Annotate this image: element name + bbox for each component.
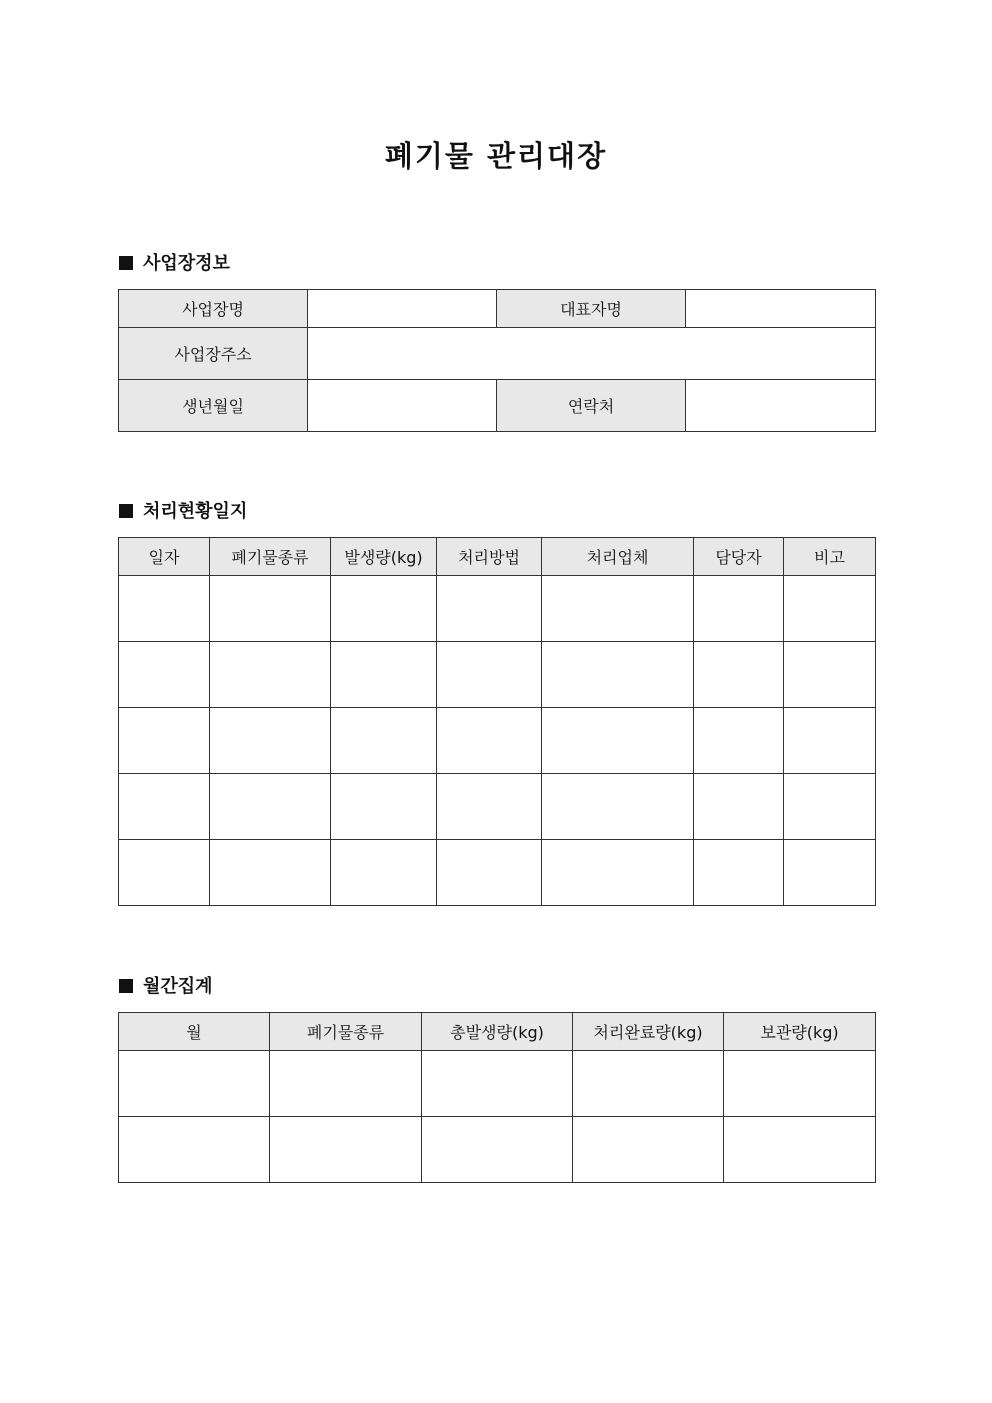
page-title: 폐기물 관리대장 bbox=[384, 139, 608, 173]
address-label: 사업장주소 bbox=[119, 328, 308, 380]
table-row bbox=[119, 1117, 876, 1183]
table-cell[interactable] bbox=[119, 1117, 270, 1183]
representative-label: 대표자명 bbox=[497, 290, 686, 328]
table-cell[interactable] bbox=[119, 708, 210, 774]
monthly-summary-header-row bbox=[119, 1013, 876, 1051]
business-info-row bbox=[119, 380, 876, 432]
table-cell[interactable] bbox=[270, 1117, 422, 1183]
business-info-heading bbox=[119, 252, 230, 276]
processing-log-header-row bbox=[119, 538, 876, 576]
column-header-total-amount: 총발생량(kg) bbox=[422, 1013, 573, 1051]
column-header-waste-type: 폐기물종류 bbox=[210, 538, 331, 576]
table-cell[interactable] bbox=[573, 1117, 724, 1183]
table-cell[interactable] bbox=[437, 840, 542, 906]
table-cell[interactable] bbox=[724, 1051, 876, 1117]
column-header-company: 처리업체 bbox=[542, 538, 694, 576]
table-cell[interactable] bbox=[331, 642, 437, 708]
table-cell[interactable] bbox=[694, 774, 784, 840]
birth-date-field[interactable] bbox=[308, 380, 497, 432]
monthly-summary-table bbox=[118, 1012, 876, 1183]
table-cell[interactable] bbox=[331, 774, 437, 840]
table-cell[interactable] bbox=[542, 642, 694, 708]
column-header-waste-type: 폐기물종류 bbox=[270, 1013, 422, 1051]
table-cell[interactable] bbox=[437, 576, 542, 642]
table-cell[interactable] bbox=[119, 840, 210, 906]
column-header-manager: 담당자 bbox=[694, 538, 784, 576]
contact-label: 연락처 bbox=[497, 380, 686, 432]
table-cell[interactable] bbox=[270, 1051, 422, 1117]
table-cell[interactable] bbox=[784, 642, 876, 708]
business-info-heading-text: 사업장정보 bbox=[143, 253, 230, 274]
square-bullet-icon bbox=[119, 979, 133, 993]
table-cell[interactable] bbox=[542, 840, 694, 906]
column-header-date: 일자 bbox=[119, 538, 210, 576]
table-cell[interactable] bbox=[784, 708, 876, 774]
processing-log-table bbox=[118, 537, 876, 906]
table-cell[interactable] bbox=[119, 1051, 270, 1117]
table-row bbox=[119, 642, 876, 708]
representative-field[interactable] bbox=[686, 290, 876, 328]
monthly-summary-heading-text: 월간집계 bbox=[143, 976, 213, 997]
column-header-processed-amount: 처리완료량(kg) bbox=[573, 1013, 724, 1051]
table-cell[interactable] bbox=[694, 576, 784, 642]
column-header-method: 처리방법 bbox=[437, 538, 542, 576]
table-cell[interactable] bbox=[119, 642, 210, 708]
table-row bbox=[119, 774, 876, 840]
processing-log-heading bbox=[119, 500, 247, 524]
table-cell[interactable] bbox=[694, 708, 784, 774]
column-header-month: 월 bbox=[119, 1013, 270, 1051]
table-cell[interactable] bbox=[210, 576, 331, 642]
square-bullet-icon bbox=[119, 504, 133, 518]
table-cell[interactable] bbox=[573, 1051, 724, 1117]
table-cell[interactable] bbox=[437, 642, 542, 708]
table-cell[interactable] bbox=[210, 708, 331, 774]
contact-field[interactable] bbox=[686, 380, 876, 432]
table-cell[interactable] bbox=[694, 840, 784, 906]
business-info-row bbox=[119, 290, 876, 328]
table-cell[interactable] bbox=[542, 774, 694, 840]
table-cell[interactable] bbox=[784, 840, 876, 906]
table-cell[interactable] bbox=[210, 642, 331, 708]
square-bullet-icon bbox=[119, 256, 133, 270]
table-row bbox=[119, 708, 876, 774]
processing-log-heading-text: 처리현황일지 bbox=[143, 501, 248, 522]
table-row bbox=[119, 576, 876, 642]
table-cell[interactable] bbox=[784, 576, 876, 642]
table-cell[interactable] bbox=[210, 840, 331, 906]
business-info-table bbox=[118, 289, 876, 432]
table-row bbox=[119, 840, 876, 906]
table-cell[interactable] bbox=[119, 576, 210, 642]
table-row bbox=[119, 1051, 876, 1117]
table-cell[interactable] bbox=[437, 774, 542, 840]
column-header-amount: 발생량(kg) bbox=[331, 538, 437, 576]
table-cell[interactable] bbox=[437, 708, 542, 774]
table-cell[interactable] bbox=[331, 576, 437, 642]
column-header-stored-amount: 보관량(kg) bbox=[724, 1013, 876, 1051]
birth-date-label: 생년월일 bbox=[119, 380, 308, 432]
monthly-summary-heading bbox=[119, 975, 213, 999]
table-cell[interactable] bbox=[724, 1117, 876, 1183]
table-cell[interactable] bbox=[422, 1117, 573, 1183]
table-cell[interactable] bbox=[784, 774, 876, 840]
table-cell[interactable] bbox=[542, 576, 694, 642]
business-info-row bbox=[119, 328, 876, 380]
column-header-notes: 비고 bbox=[784, 538, 876, 576]
table-cell[interactable] bbox=[694, 642, 784, 708]
business-name-field[interactable] bbox=[308, 290, 497, 328]
business-name-label: 사업장명 bbox=[119, 290, 308, 328]
table-cell[interactable] bbox=[210, 774, 331, 840]
table-cell[interactable] bbox=[119, 774, 210, 840]
table-cell[interactable] bbox=[542, 708, 694, 774]
table-cell[interactable] bbox=[331, 708, 437, 774]
table-cell[interactable] bbox=[422, 1051, 573, 1117]
table-cell[interactable] bbox=[331, 840, 437, 906]
address-field[interactable] bbox=[308, 328, 876, 380]
